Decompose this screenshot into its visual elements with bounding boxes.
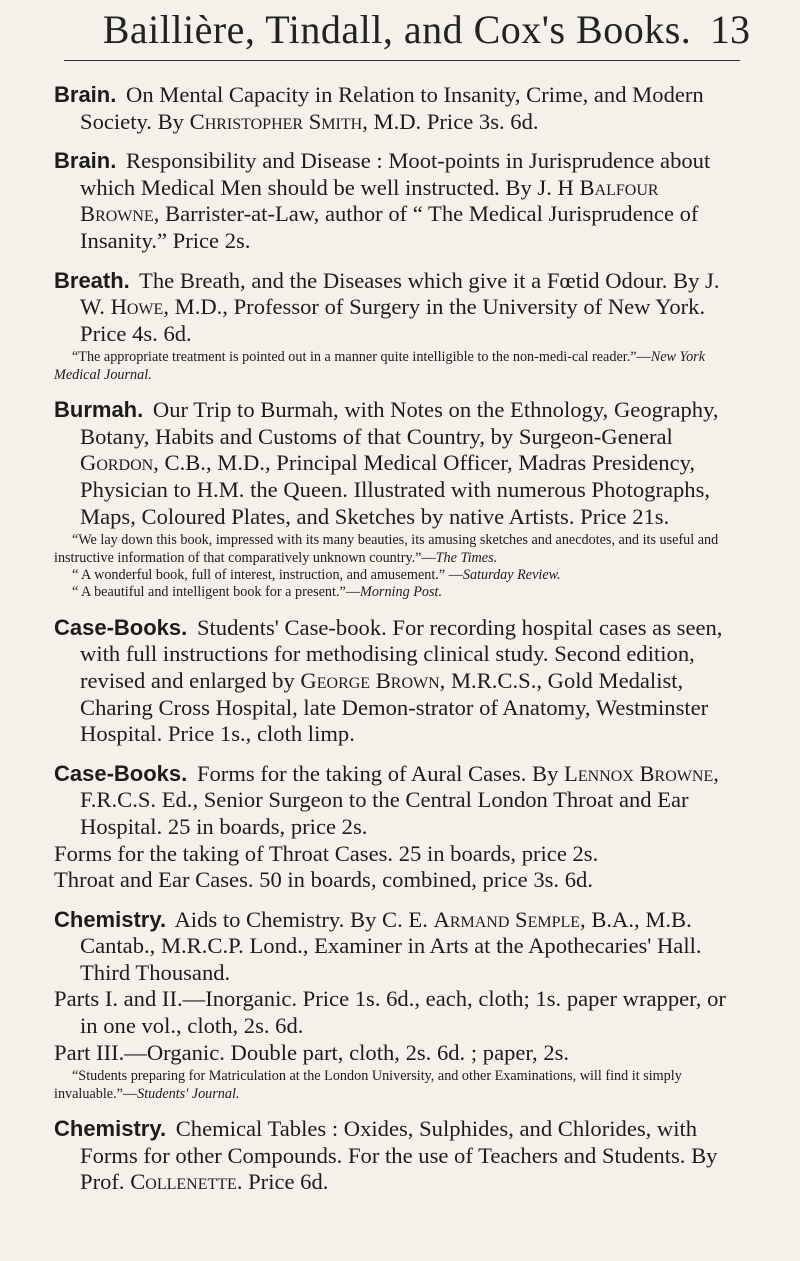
review-source: The Times. (435, 549, 498, 566)
entry-author: Howe (110, 294, 164, 320)
review-text: “Students preparing for Matriculation at the London University, and other Examinations, will find it simply invaluable.”— (54, 1068, 682, 1102)
entry-details: , F.R.C.S. Ed., Senior Surgeon to the Central London Throat and Ear Hospital. 25 in boards, price 2s. (80, 760, 719, 839)
entry-details: , M.R.C.S., Gold Medalist, Charing Cross Hospital, late Demon-strator of Anatomy, Westminster Hospital. Price 1s., cloth limp. (80, 667, 709, 747)
entry-text (54, 82, 740, 135)
header-rule (64, 60, 740, 61)
entry-subject: Chemistry. (54, 906, 167, 932)
entry-description: Responsibility and Disease : Moot-points in Jurisprudence about which Medical Men should be well instructed. By J. H (80, 148, 711, 200)
running-title: Baillière, Tindall, and Cox's Books. (102, 7, 692, 52)
catalogue-entry (54, 1116, 740, 1196)
review-quote (54, 349, 740, 384)
entry-text (54, 148, 740, 254)
catalogue-entry (54, 82, 740, 135)
entry-details: , M.D., Professor of Surgery in the University of New York. Price 4s. 6d. (80, 294, 706, 346)
review-source: Morning Post. (360, 584, 442, 601)
catalogue-entry (54, 268, 740, 385)
catalogue-entry (54, 397, 740, 602)
entry-author: Gordon (80, 450, 154, 476)
entry-description: Students' Case-book. For recording hospital cases as seen, with full instructions for methodising clinical study. Second edition, revised and enlarged by (80, 614, 723, 693)
review-quote (54, 1068, 740, 1103)
entry-description: The Breath, and the Diseases which give it a Fœtid Odour. By J. W. (80, 267, 720, 320)
entry-description: Chemical Tables : Oxides, Sulphides, and Chlorides, with Forms for other Compounds. For the use of Teachers and Students. By Prof. (80, 1116, 718, 1195)
entry-subject: Case-Books. (54, 614, 188, 640)
entry-subline: Part III.—Organic. Double part, cloth, 2s. 6d. ; paper, 2s. (54, 1039, 570, 1065)
entry-subject: Brain. (54, 82, 117, 107)
entry-subject: Chemistry. (54, 1116, 167, 1142)
entry-text (54, 615, 740, 748)
review-text: “The appropriate treatment is pointed out in a manner quite intelligible to the non-medi-cal reader.”— (72, 349, 651, 366)
review-text: “ A beautiful and intelligent book for a present.”— (72, 584, 361, 601)
review-source: Students' Journal. (137, 1085, 240, 1102)
entry-author: Armand Semple (433, 906, 581, 932)
entry-text (54, 1116, 740, 1196)
review-quote (54, 584, 740, 601)
entry-author: Collenette (130, 1169, 237, 1195)
entry-author: Christopher Smith (189, 108, 363, 134)
entry-description: Forms for the taking of Aural Cases. By (196, 760, 565, 786)
entry-details: , M.D. Price 3s. 6d. (362, 108, 539, 134)
catalogue-entry (54, 148, 740, 254)
review-quote (54, 567, 740, 584)
entry-description: Aids to Chemistry. By C. E. (174, 906, 434, 932)
entry-details: , C.B., M.D., Principal Medical Officer, Madras Presidency, Physician to H.M. the Queen. Illustrated with numerous Photographs, Maps, Coloured Plates, and Sketches by native Artists. Price 21s. (80, 450, 711, 529)
entry-details: , B.A., M.B. Cantab., M.R.C.P. Lond., Examiner in Arts at the Apothecaries' Hall. Third Thousand. (80, 906, 702, 985)
entry-details: . Price 6d. (236, 1169, 329, 1195)
entry-subline: Throat and Ear Cases. 50 in boards, combined, price 3s. 6d. (54, 867, 593, 893)
page-header (54, 0, 750, 62)
catalogue-entry (54, 907, 740, 1103)
review-text: “ A wonderful book, full of interest, instruction, and amusement.” — (72, 566, 463, 583)
entry-text (54, 268, 740, 348)
page-number: 13 (710, 7, 750, 52)
review-text: “We lay down this book, impressed with its many beauties, its amusing sketches and anecdotes, and its useful and instructive information of that comparatively unknown country.”— (54, 532, 719, 566)
entry-list (54, 62, 740, 1196)
entry-text (54, 907, 740, 987)
entry-subject: Brain. (54, 148, 117, 174)
entry-author: George Brown (300, 667, 440, 693)
entry-text (54, 397, 740, 530)
review-source: New York Medical Journal. (54, 349, 706, 383)
entry-details: , Barrister-at-Law, author of “ The Medical Jurisprudence of Insanity.” Price 2s. (80, 201, 699, 253)
entry-subline: Parts I. and II.—Inorganic. Price 1s. 6d., each, cloth; 1s. paper wrapper, or in one vol., cloth, 2s. 6d. (54, 986, 726, 1039)
entry-author: Balfour Browne (80, 174, 659, 227)
catalogue-entry (54, 615, 740, 748)
entry-subject: Burmah. (54, 397, 144, 423)
entry-text (54, 761, 740, 841)
review-source: Saturday Review. (462, 566, 561, 583)
entry-subline: Forms for the taking of Throat Cases. 25 in boards, price 2s. (54, 840, 599, 866)
catalogue-entry (54, 761, 740, 894)
review-quote (54, 532, 740, 567)
entry-description: Our Trip to Burmah, with Notes on the Ethnology, Geography, Botany, Habits and Customs of that Country, by Surgeon-General (80, 397, 719, 449)
entry-description: On Mental Capacity in Relation to Insanity, Crime, and Modern Society. By (80, 82, 704, 134)
entry-subject: Breath. (54, 267, 130, 293)
entry-subject: Case-Books. (54, 760, 188, 786)
entry-author: Lennox Browne (564, 760, 714, 786)
